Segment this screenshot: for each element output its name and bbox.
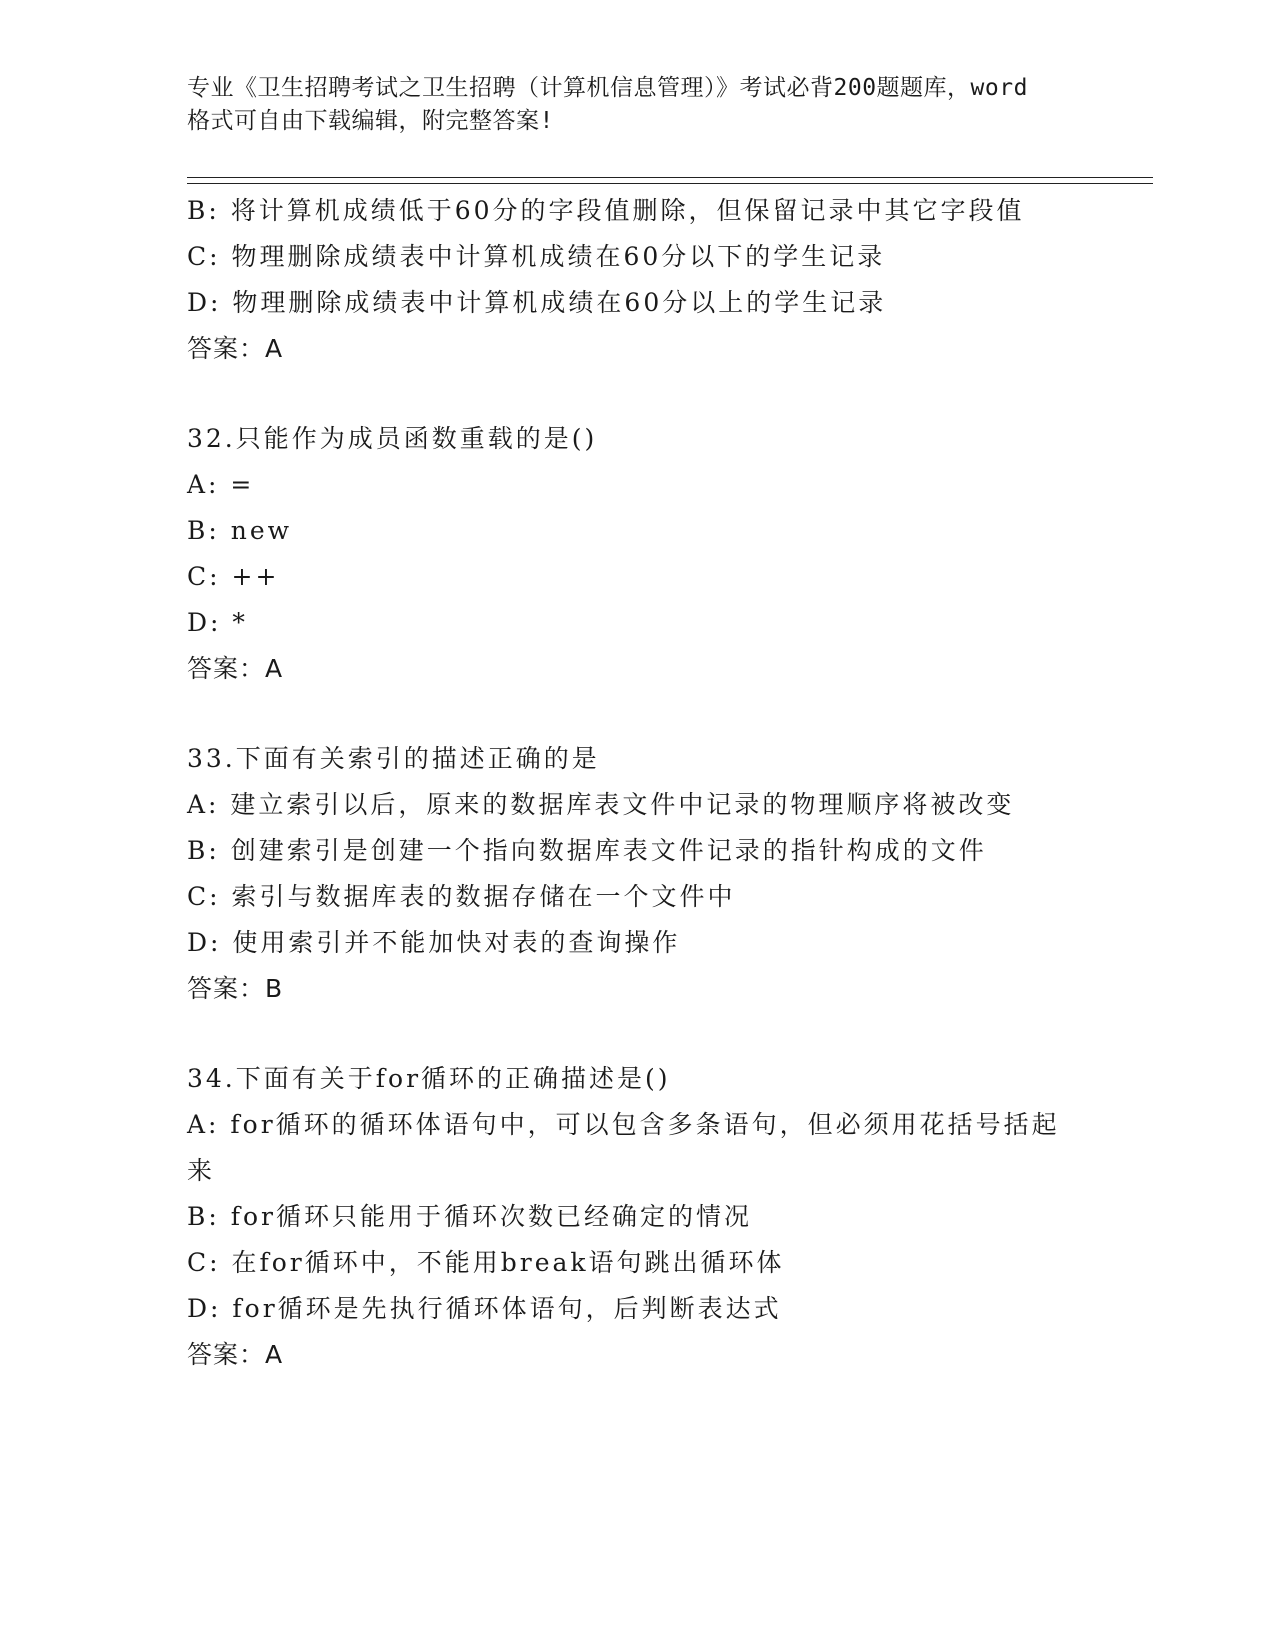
option-a: A: for循环的循环体语句中，可以包含多条语句，但必须用花括号括起来 (187, 1110, 1060, 1185)
option-a: A: 建立索引以后，原来的数据库表文件中记录的物理顺序将被改变 (187, 790, 1015, 819)
document-header (187, 72, 1107, 138)
question-34 (187, 1056, 1087, 1378)
question-title: 33.下面有关索引的描述正确的是 (187, 744, 600, 773)
option-b: B: for循环只能用于循环次数已经确定的情况 (187, 1202, 752, 1231)
question-title: 32.只能作为成员函数重载的是() (187, 424, 598, 453)
header-line-1: 专业《卫生招聘考试之卫生招聘（计算机信息管理）》考试必背200题题库，word (187, 75, 1028, 101)
question-list (187, 188, 1087, 1378)
option-d: D: 使用索引并不能加快对表的查询操作 (187, 928, 681, 957)
question-32 (187, 416, 1087, 692)
spacer (187, 692, 1087, 736)
question-title: 34.下面有关于for循环的正确描述是() (187, 1064, 671, 1093)
header-divider-bottom (187, 183, 1153, 184)
option-b: B: 将计算机成绩低于60分的字段值删除，但保留记录中其它字段值 (187, 196, 1025, 225)
answer-label: 答案：A (187, 1340, 284, 1369)
option-c: C: 在for循环中，不能用break语句跳出循环体 (187, 1248, 785, 1277)
answer-label: 答案：B (187, 974, 284, 1003)
option-c: C: ++ (187, 562, 280, 591)
spacer (187, 372, 1087, 416)
option-c: C: 物理删除成绩表中计算机成绩在60分以下的学生记录 (187, 242, 886, 271)
option-b: B: 创建索引是创建一个指向数据库表文件记录的指针构成的文件 (187, 836, 987, 865)
question-31 (187, 188, 1087, 372)
option-c: C: 索引与数据库表的数据存储在一个文件中 (187, 882, 736, 911)
option-d: D: for循环是先执行循环体语句，后判断表达式 (187, 1294, 782, 1323)
option-d: D: * (187, 608, 248, 637)
question-33 (187, 736, 1087, 1012)
spacer (187, 1012, 1087, 1056)
answer-label: 答案：A (187, 334, 284, 363)
header-divider-top (187, 177, 1153, 178)
option-a: A: = (187, 470, 255, 499)
option-d: D: 物理删除成绩表中计算机成绩在60分以上的学生记录 (187, 288, 887, 317)
header-line-2: 格式可自由下载编辑，附完整答案! (187, 108, 554, 134)
answer-label: 答案：A (187, 654, 284, 683)
option-b: B: new (187, 516, 293, 545)
